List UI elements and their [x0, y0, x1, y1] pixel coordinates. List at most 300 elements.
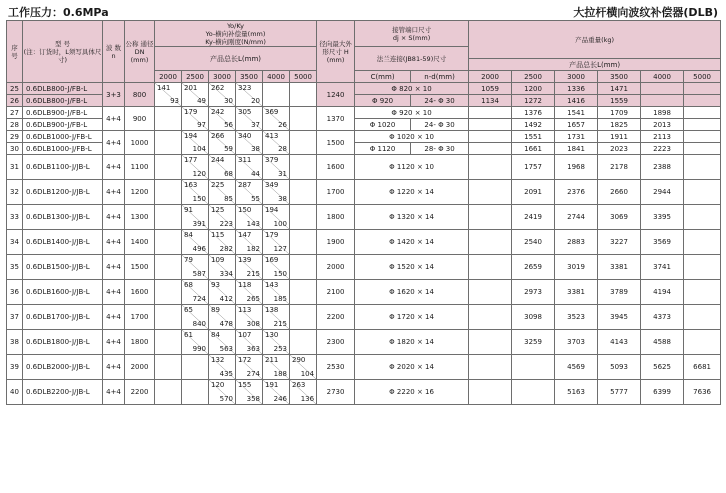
flange-c-cell: Φ 1120 [355, 143, 411, 155]
yo-value: 262 [211, 84, 225, 92]
weight-cell: 2388 [641, 155, 684, 180]
table-row [7, 230, 721, 255]
yo-value: 61 [184, 331, 193, 339]
weight-cell [684, 205, 721, 230]
stiffness-cell [263, 380, 290, 405]
table-row [7, 107, 721, 119]
stiffness-cell [155, 380, 182, 405]
pipe-size-cell: Φ 2020 × 14 [355, 355, 469, 380]
ky-value: 150 [273, 270, 287, 278]
weight-cell: 1336 [555, 83, 598, 95]
col-flange-sub: dj × S(mm) [392, 33, 431, 42]
weight-cell: 1492 [512, 119, 555, 131]
outer-dia-cell: 2200 [317, 305, 355, 330]
pipe-size-cell: Φ 920 × 10 [355, 107, 469, 119]
weight-cell: 1898 [641, 107, 684, 119]
table-row [7, 380, 721, 405]
stiffness-cell [263, 280, 290, 305]
col-model [23, 21, 103, 83]
waves-cell: 3+3 [103, 83, 125, 107]
yo-value: 84 [211, 331, 220, 339]
stiffness-cell [290, 305, 317, 330]
stiffness-cell [263, 330, 290, 355]
stiffness-cell [182, 155, 209, 180]
table-row [7, 131, 721, 143]
stiffness-cell [209, 355, 236, 380]
yo-value: 349 [265, 181, 279, 189]
yo-value: 191 [265, 381, 279, 389]
col-model-note: (注：订货时，L须写具体尺寸) [23, 47, 102, 64]
length-header: 4000 [263, 71, 290, 83]
model-cell [23, 107, 103, 119]
yo-value: 263 [292, 381, 306, 389]
model-cell [23, 143, 103, 155]
weight-cell: 3381 [555, 280, 598, 305]
stiffness-cell [263, 131, 290, 155]
ky-value: 215 [273, 320, 287, 328]
weight-cell: 4373 [641, 305, 684, 330]
ky-value: 37 [251, 121, 260, 129]
yo-value: 150 [238, 206, 252, 214]
weight-cell: 3741 [641, 255, 684, 280]
stiffness-cell [236, 180, 263, 205]
yo-value: 120 [211, 381, 225, 389]
stiffness-cell [182, 83, 209, 107]
weight-cell: 3569 [641, 230, 684, 255]
stiffness-cell [155, 180, 182, 205]
model-text: 0.6DLB1300-J/JB-L [26, 213, 90, 221]
stiffness-cell [182, 255, 209, 280]
weight-cell: 6399 [641, 380, 684, 405]
col-flange-label: 接管端口尺寸 [392, 25, 432, 34]
ky-value: 182 [246, 245, 260, 253]
stiffness-cell [236, 131, 263, 155]
yo-value: 132 [211, 356, 225, 364]
weight-cell [684, 83, 721, 95]
dn-cell: 1500 [125, 255, 155, 280]
stiffness-cell [290, 131, 317, 155]
outer-dia-cell: 1600 [317, 155, 355, 180]
col-dn: 公称 通径 DN (mm) [125, 21, 155, 83]
dn-cell: 1300 [125, 205, 155, 230]
stiffness-cell [182, 230, 209, 255]
weight-cell: 1825 [598, 119, 641, 131]
yo-value: 115 [211, 231, 225, 239]
weight-cell: 1272 [512, 95, 555, 107]
flange-nd-cell: 24- Φ 30 [411, 95, 469, 107]
ky-value: 68 [224, 170, 233, 178]
weight-cell [469, 380, 512, 405]
model-text: 0.6DLB1800-J/JB-L [26, 338, 90, 346]
yo-value: 138 [265, 306, 279, 314]
weight-cell: 3523 [555, 305, 598, 330]
weight-cell: 2944 [641, 180, 684, 205]
yo-value: 305 [238, 108, 252, 116]
waves-cell: 4+4 [103, 305, 125, 330]
dn-cell: 1800 [125, 330, 155, 355]
col-flange [355, 21, 469, 47]
yo-value: 225 [211, 181, 225, 189]
weight-cell [512, 355, 555, 380]
ky-value: 49 [197, 97, 206, 105]
model-cell [23, 180, 103, 205]
table-row [7, 280, 721, 305]
length-header: 5000 [290, 71, 317, 83]
dn-cell: 1600 [125, 280, 155, 305]
stiffness-cell [182, 180, 209, 205]
col-weight-length: 产品总长L(mm) [469, 59, 721, 71]
model-text: 0.6DLB1400-J/JB-L [26, 238, 90, 246]
weight-cell [684, 143, 721, 155]
weight-cell [684, 119, 721, 131]
ky-value: 253 [273, 345, 287, 353]
weight-length-header: 3000 [555, 71, 598, 83]
ky-value: 38 [251, 145, 260, 153]
weight-cell: 3945 [598, 305, 641, 330]
col-flange-std: 法兰连接(JB81-59)尺寸 [355, 47, 469, 71]
weight-cell: 1541 [555, 107, 598, 119]
stiffness-cell [182, 305, 209, 330]
seq-cell: 40 [7, 380, 23, 405]
weight-cell [684, 255, 721, 280]
weight-cell [469, 255, 512, 280]
table-body [7, 83, 721, 405]
weight-length-header: 5000 [684, 71, 721, 83]
weight-cell: 5093 [598, 355, 641, 380]
stiffness-cell [290, 107, 317, 131]
ky-value: 127 [273, 245, 287, 253]
stiffness-cell [182, 205, 209, 230]
weight-cell [469, 205, 512, 230]
weight-cell: 2013 [641, 119, 684, 131]
yo-value: 172 [238, 356, 252, 364]
model-cell [23, 155, 103, 180]
outer-dia-cell: 1500 [317, 131, 355, 155]
ky-value: 104 [300, 370, 315, 378]
weight-cell: 1911 [598, 131, 641, 143]
ky-value: 265 [246, 295, 260, 303]
table-row [7, 180, 721, 205]
model-text: 0.6DLB2200-J/JB-L [26, 388, 90, 396]
pipe-size-cell: Φ 1320 × 14 [355, 205, 469, 230]
weight-cell [684, 180, 721, 205]
seq-cell: 39 [7, 355, 23, 380]
yo-value: 113 [238, 306, 252, 314]
model-cell [23, 305, 103, 330]
stiffness-cell [236, 330, 263, 355]
ky-value: 435 [219, 370, 233, 378]
yo-value: 311 [238, 156, 252, 164]
seq-cell: 31 [7, 155, 23, 180]
seq-cell: 25 [7, 83, 23, 95]
ky-value: 143 [246, 220, 260, 228]
model-cell [23, 330, 103, 355]
waves-cell: 4+4 [103, 180, 125, 205]
pipe-size-cell: Φ 1420 × 14 [355, 230, 469, 255]
stiffness-cell [182, 380, 209, 405]
ky-value: 100 [273, 220, 287, 228]
weight-cell: 2540 [512, 230, 555, 255]
waves-cell: 4+4 [103, 131, 125, 155]
seq-cell: 38 [7, 330, 23, 355]
ky-value: 93 [170, 97, 179, 105]
table-row [7, 330, 721, 355]
outer-dia-cell: 1700 [317, 180, 355, 205]
stiffness-cell [155, 230, 182, 255]
ky-value: 120 [192, 170, 206, 178]
weight-length-header: 3500 [598, 71, 641, 83]
seq-cell: 37 [7, 305, 23, 330]
weight-cell: 3019 [555, 255, 598, 280]
stiffness-cell [290, 280, 317, 305]
outer-dia-cell: 1240 [317, 83, 355, 107]
weight-cell: 2223 [641, 143, 684, 155]
col-model-label: 型 号 [54, 39, 71, 48]
dn-cell: 1200 [125, 180, 155, 205]
ky-value: 188 [273, 370, 287, 378]
waves-cell: 4+4 [103, 355, 125, 380]
seq-cell: 29 [7, 131, 23, 143]
ky-value: 31 [278, 170, 287, 178]
weight-cell: 2973 [512, 280, 555, 305]
yo-value: 68 [184, 281, 193, 289]
pipe-size-cell: Φ 1220 × 14 [355, 180, 469, 205]
yo-value: 84 [184, 231, 193, 239]
stiffness-cell [209, 230, 236, 255]
yo-value: 118 [238, 281, 252, 289]
yo-value: 179 [265, 231, 279, 239]
yo-value: 266 [211, 132, 225, 140]
outer-dia-cell: 1900 [317, 230, 355, 255]
model-cell [23, 380, 103, 405]
dn-cell: 2200 [125, 380, 155, 405]
ky-value: 840 [192, 320, 206, 328]
model-text: 0.6DLB1600-J/JB-L [26, 288, 90, 296]
model-cell [23, 83, 103, 95]
yo-value: 89 [211, 306, 220, 314]
stiffness-cell [236, 255, 263, 280]
weight-cell: 2744 [555, 205, 598, 230]
ky-value: 28 [278, 145, 287, 153]
yo-value: 163 [184, 181, 198, 189]
pipe-size-cell: Φ 1620 × 14 [355, 280, 469, 305]
weight-cell [512, 380, 555, 405]
stiffness-cell [290, 355, 317, 380]
model-cell [23, 95, 103, 107]
yo-value: 177 [184, 156, 198, 164]
stiffness-cell [263, 205, 290, 230]
stiffness-cell [290, 83, 317, 107]
weight-cell [469, 119, 512, 131]
ky-value: 724 [192, 295, 206, 303]
stiffness-cell [290, 380, 317, 405]
col-stiffness-label: Yo/Ky [227, 21, 244, 30]
seq-cell: 36 [7, 280, 23, 305]
weight-cell: 3098 [512, 305, 555, 330]
ky-value: 104 [192, 145, 206, 153]
weight-cell [469, 305, 512, 330]
outer-dia-cell: 2000 [317, 255, 355, 280]
col-stiffness-desc2: Ky-横向刚度(N/mm) [205, 37, 266, 46]
stiffness-cell [290, 180, 317, 205]
weight-cell: 3381 [598, 255, 641, 280]
weight-cell: 3703 [555, 330, 598, 355]
ky-value: 150 [192, 195, 206, 203]
weight-cell: 2376 [555, 180, 598, 205]
model-cell [23, 205, 103, 230]
weight-cell: 4588 [641, 330, 684, 355]
weight-cell: 5163 [555, 380, 598, 405]
weight-cell: 3259 [512, 330, 555, 355]
outer-dia-cell: 1800 [317, 205, 355, 230]
weight-cell: 2113 [641, 131, 684, 143]
dn-cell: 1400 [125, 230, 155, 255]
dn-cell: 1700 [125, 305, 155, 330]
weight-cell [469, 230, 512, 255]
stiffness-cell [155, 255, 182, 280]
length-header: 3500 [236, 71, 263, 83]
weight-cell: 4194 [641, 280, 684, 305]
ky-value: 363 [246, 345, 260, 353]
dn-cell: 1000 [125, 131, 155, 155]
ky-value: 587 [192, 270, 206, 278]
yo-value: 93 [211, 281, 220, 289]
weight-cell: 2883 [555, 230, 598, 255]
weight-cell: 4569 [555, 355, 598, 380]
stiffness-cell [155, 280, 182, 305]
stiffness-cell [263, 255, 290, 280]
outer-dia-cell: 2530 [317, 355, 355, 380]
stiffness-cell [155, 83, 182, 107]
table-row [7, 305, 721, 330]
col-flange-c: C(mm) [355, 71, 411, 83]
model-text: 0.6DLB1100-J/JB-L [26, 163, 90, 171]
pipe-size-cell: Φ 1720 × 14 [355, 305, 469, 330]
yo-value: 141 [157, 84, 171, 92]
seq-cell: 32 [7, 180, 23, 205]
stiffness-cell [209, 131, 236, 155]
stiffness-cell [290, 205, 317, 230]
yo-value: 211 [265, 356, 279, 364]
length-header: 3000 [209, 71, 236, 83]
weight-length-header: 2000 [469, 71, 512, 83]
ky-value: 55 [251, 195, 260, 203]
yo-value: 379 [265, 156, 279, 164]
yo-value: 79 [184, 256, 193, 264]
stiffness-cell [209, 380, 236, 405]
ky-value: 334 [219, 270, 233, 278]
ky-value: 223 [219, 220, 233, 228]
model-text: 0.6DLB1200-J/JB-L [26, 188, 90, 196]
stiffness-cell [209, 280, 236, 305]
weight-cell: 1200 [512, 83, 555, 95]
yo-value: 65 [184, 306, 193, 314]
stiffness-cell [290, 330, 317, 355]
stiffness-cell [263, 180, 290, 205]
yo-value: 155 [238, 381, 252, 389]
ky-value: 358 [246, 395, 260, 403]
ky-value: 570 [219, 395, 233, 403]
seq-cell: 30 [7, 143, 23, 155]
stiffness-cell [209, 155, 236, 180]
ky-value: 26 [278, 121, 287, 129]
ky-value: 136 [300, 395, 315, 403]
pipe-size-cell: Φ 820 × 10 [355, 83, 469, 95]
model-cell [23, 255, 103, 280]
stiffness-cell [263, 107, 290, 131]
weight-cell [684, 330, 721, 355]
ky-value: 44 [251, 170, 260, 178]
stiffness-cell [236, 83, 263, 107]
stiffness-cell [182, 131, 209, 155]
ky-value: 412 [219, 295, 233, 303]
model-cell [23, 355, 103, 380]
model-text: 0.6DLB900-J/FB-L [26, 120, 88, 129]
yo-value: 244 [211, 156, 225, 164]
weight-cell [469, 330, 512, 355]
table-row [7, 83, 721, 95]
weight-cell: 6681 [684, 355, 721, 380]
model-cell [23, 119, 103, 131]
seq-cell: 28 [7, 119, 23, 131]
table-row [7, 155, 721, 180]
ky-value: 215 [246, 270, 260, 278]
weight-cell: 1471 [598, 83, 641, 95]
waves-cell: 4+4 [103, 107, 125, 131]
weight-cell: 3789 [598, 280, 641, 305]
yo-value: 323 [238, 84, 252, 92]
col-weight: 产品重量(kg) [469, 21, 721, 59]
ky-value: 274 [246, 370, 260, 378]
weight-length-header: 2500 [512, 71, 555, 83]
stiffness-cell [209, 83, 236, 107]
yo-value: 413 [265, 132, 279, 140]
ky-value: 246 [273, 395, 287, 403]
stiffness-cell [236, 205, 263, 230]
waves-cell: 4+4 [103, 255, 125, 280]
yo-value: 340 [238, 132, 252, 140]
weight-cell: 2419 [512, 205, 555, 230]
table-header [7, 21, 721, 83]
stiffness-cell [290, 155, 317, 180]
weight-cell [469, 155, 512, 180]
ky-value: 85 [224, 195, 233, 203]
yo-value: 130 [265, 331, 279, 339]
stiffness-cell [209, 180, 236, 205]
weight-cell [469, 107, 512, 119]
ky-value: 308 [246, 320, 260, 328]
yo-value: 194 [184, 132, 198, 140]
ky-value: 282 [219, 245, 233, 253]
stiffness-cell [263, 83, 290, 107]
weight-cell [684, 95, 721, 107]
dn-cell: 900 [125, 107, 155, 131]
weight-cell [684, 131, 721, 143]
table-row [7, 255, 721, 280]
stiffness-cell [236, 155, 263, 180]
length-header: 2500 [182, 71, 209, 83]
weight-cell: 1551 [512, 131, 555, 143]
col-stiffness [155, 21, 317, 47]
yo-value: 139 [238, 256, 252, 264]
weight-cell [469, 180, 512, 205]
length-header: 2000 [155, 71, 182, 83]
model-cell [23, 230, 103, 255]
yo-value: 242 [211, 108, 225, 116]
model-text: 0.6DLB800-J/FB-L [26, 84, 88, 93]
waves-cell: 4+4 [103, 380, 125, 405]
ky-value: 496 [192, 245, 206, 253]
